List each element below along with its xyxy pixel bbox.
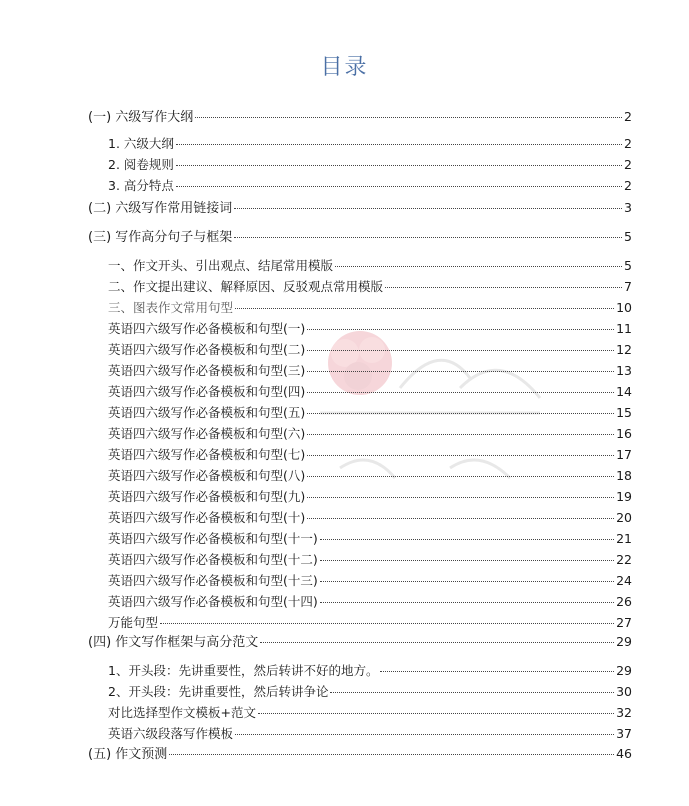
toc-entry-label: 英语四六级写作必备模板和句型(十二): [108, 552, 318, 567]
toc-entry[interactable]: [108, 425, 632, 443]
toc-entry[interactable]: [108, 362, 632, 380]
toc-entry-page-number: 14: [616, 384, 632, 399]
toc-entry-page-number: 7: [624, 279, 632, 294]
toc-entry-page-number: 29: [616, 634, 632, 649]
toc-entry[interactable]: [88, 228, 632, 246]
toc-entry-page-number: 3: [624, 200, 632, 215]
toc-entry-page-number: 11: [616, 321, 632, 336]
toc-leader-dots: [320, 538, 614, 540]
toc-entry[interactable]: [88, 199, 632, 217]
toc-entry-page-number: 20: [616, 510, 632, 525]
toc-entry-page-number: 17: [616, 447, 632, 462]
toc-entry-page-number: 30: [616, 684, 632, 699]
toc-entry[interactable]: [108, 467, 632, 485]
toc-leader-dots: [307, 391, 614, 393]
toc-entry[interactable]: [108, 278, 632, 296]
toc-entry-label: 英语六级段落写作模板: [108, 726, 234, 741]
toc-leader-dots: [169, 753, 614, 755]
toc-entry[interactable]: [108, 614, 632, 632]
toc-leader-dots: [195, 116, 622, 118]
toc-leader-dots: [160, 622, 614, 624]
toc-entry-page-number: 5: [624, 258, 632, 273]
toc-leader-dots: [258, 712, 614, 714]
toc-entry-page-number: 10: [616, 300, 632, 315]
toc-entry[interactable]: [108, 704, 632, 722]
toc-leader-dots: [176, 143, 622, 145]
toc-leader-dots: [320, 559, 614, 561]
toc-entry-page-number: 22: [616, 552, 632, 567]
toc-entry-label: 英语四六级写作必备模板和句型(十): [108, 510, 306, 525]
toc-entry[interactable]: [108, 341, 632, 359]
toc-entry-page-number: 12: [616, 342, 632, 357]
toc-leader-dots: [260, 641, 614, 643]
toc-entry-page-number: 2: [624, 136, 632, 151]
toc-entry-page-number: 2: [624, 178, 632, 193]
toc-entry[interactable]: [108, 177, 632, 195]
toc-entry-label: 英语四六级写作必备模板和句型(五): [108, 405, 306, 420]
toc-entry[interactable]: [88, 633, 632, 651]
toc-entry-page-number: 2: [624, 157, 632, 172]
toc-entry[interactable]: [88, 108, 632, 126]
toc-entry-label: 英语四六级写作必备模板和句型(一): [108, 321, 306, 336]
page-title: 目录: [320, 55, 369, 80]
toc-entry-page-number: 18: [616, 468, 632, 483]
toc-entry[interactable]: [108, 135, 632, 153]
toc-entry[interactable]: [108, 404, 632, 422]
toc-entry-label: 英语四六级写作必备模板和句型(七): [108, 447, 306, 462]
toc-leader-dots: [307, 412, 614, 414]
toc-entry-label: 英语四六级写作必备模板和句型(六): [108, 426, 306, 441]
toc-leader-dots: [234, 236, 622, 238]
toc-entry-label: 英语四六级写作必备模板和句型(九): [108, 489, 306, 504]
toc-entry-label: 一、作文开头、引出观点、结尾常用模版: [108, 258, 334, 273]
toc-entry-label: 英语四六级写作必备模板和句型(三): [108, 363, 306, 378]
toc-entry-label: 英语四六级写作必备模板和句型(十一): [108, 531, 318, 546]
toc-leader-dots: [330, 691, 614, 693]
toc-entry-page-number: 15: [616, 405, 632, 420]
toc-entry-label: (四) 作文写作框架与高分范文: [88, 635, 259, 650]
toc-leader-dots: [307, 496, 614, 498]
toc-entry-label: 2. 阅卷规则: [108, 157, 174, 172]
toc-entry-page-number: 26: [616, 594, 632, 609]
toc-leader-dots: [234, 207, 622, 209]
toc-entry[interactable]: [108, 446, 632, 464]
toc-entry-page-number: 16: [616, 426, 632, 441]
toc-entry-label: 1、开头段：先讲重要性，然后转讲不好的地方。: [108, 663, 379, 678]
toc-entry-label: (二) 六级写作常用链接词: [88, 201, 233, 216]
toc-entry-label: 对比选择型作文模板+范文: [108, 705, 256, 720]
toc-entry[interactable]: [108, 551, 632, 569]
toc-leader-dots: [307, 517, 614, 519]
toc-entry-label: (五) 作文预测: [88, 747, 168, 762]
toc-entry-label: 英语四六级写作必备模板和句型(十四): [108, 594, 318, 609]
toc-entry[interactable]: [88, 745, 632, 763]
toc-entry[interactable]: [108, 383, 632, 401]
toc-entry-page-number: 46: [616, 746, 632, 761]
toc-leader-dots: [307, 349, 614, 351]
toc-entry[interactable]: [108, 530, 632, 548]
toc-leader-dots: [307, 328, 614, 330]
toc-leader-dots: [235, 733, 614, 735]
toc-leader-dots: [307, 454, 614, 456]
toc-entry-label: 万能句型: [108, 615, 159, 630]
toc-leader-dots: [307, 475, 614, 477]
toc-entry[interactable]: [108, 257, 632, 275]
toc-entry[interactable]: [108, 320, 632, 338]
toc-entry-page-number: 32: [616, 705, 632, 720]
toc-leader-dots: [307, 370, 614, 372]
toc-entry-label: 3. 高分特点: [108, 178, 174, 193]
toc-entry[interactable]: [108, 725, 632, 743]
toc-leader-dots: [176, 164, 622, 166]
toc-entry-page-number: 2: [624, 109, 632, 124]
toc-leader-dots: [307, 433, 614, 435]
toc-entry-page-number: 27: [616, 615, 632, 630]
toc-leader-dots: [380, 670, 614, 672]
toc-entry[interactable]: [108, 662, 632, 680]
toc-entry[interactable]: [108, 488, 632, 506]
toc-entry[interactable]: [108, 683, 632, 701]
toc-entry-label: 三、图表作文常用句型: [108, 300, 234, 315]
toc-entry-label: 英语四六级写作必备模板和句型(十三): [108, 573, 318, 588]
toc-entry-page-number: 21: [616, 531, 632, 546]
toc-entry-label: (一) 六级写作大纲: [88, 110, 194, 125]
toc-entry-label: 英语四六级写作必备模板和句型(二): [108, 342, 306, 357]
toc-leader-dots: [385, 286, 622, 288]
toc-entry[interactable]: [108, 156, 632, 174]
toc-entry-page-number: 19: [616, 489, 632, 504]
toc-entry[interactable]: [108, 299, 632, 317]
toc-entry-page-number: 13: [616, 363, 632, 378]
toc-entry-label: 2、开头段：先讲重要性，然后转讲争论: [108, 684, 329, 699]
toc-entry-label: 英语四六级写作必备模板和句型(八): [108, 468, 306, 483]
toc-leader-dots: [320, 580, 614, 582]
toc-entry[interactable]: [108, 509, 632, 527]
toc-leader-dots: [335, 265, 622, 267]
toc-entry-label: 英语四六级写作必备模板和句型(四): [108, 384, 306, 399]
toc-entry-page-number: 29: [616, 663, 632, 678]
toc-leader-dots: [176, 185, 622, 187]
toc-leader-dots: [320, 601, 614, 603]
toc-entry[interactable]: [108, 572, 632, 590]
toc-entry-label: 1. 六级大纲: [108, 136, 174, 151]
toc-entry-label: (三) 写作高分句子与框架: [88, 230, 233, 245]
toc-entry-label: 二、作文提出建议、解释原因、反驳观点常用模版: [108, 279, 384, 294]
toc-entry-page-number: 5: [624, 229, 632, 244]
toc-entry[interactable]: [108, 593, 632, 611]
toc-entry-page-number: 24: [616, 573, 632, 588]
toc-entry-page-number: 37: [616, 726, 632, 741]
toc-leader-dots: [235, 307, 614, 309]
